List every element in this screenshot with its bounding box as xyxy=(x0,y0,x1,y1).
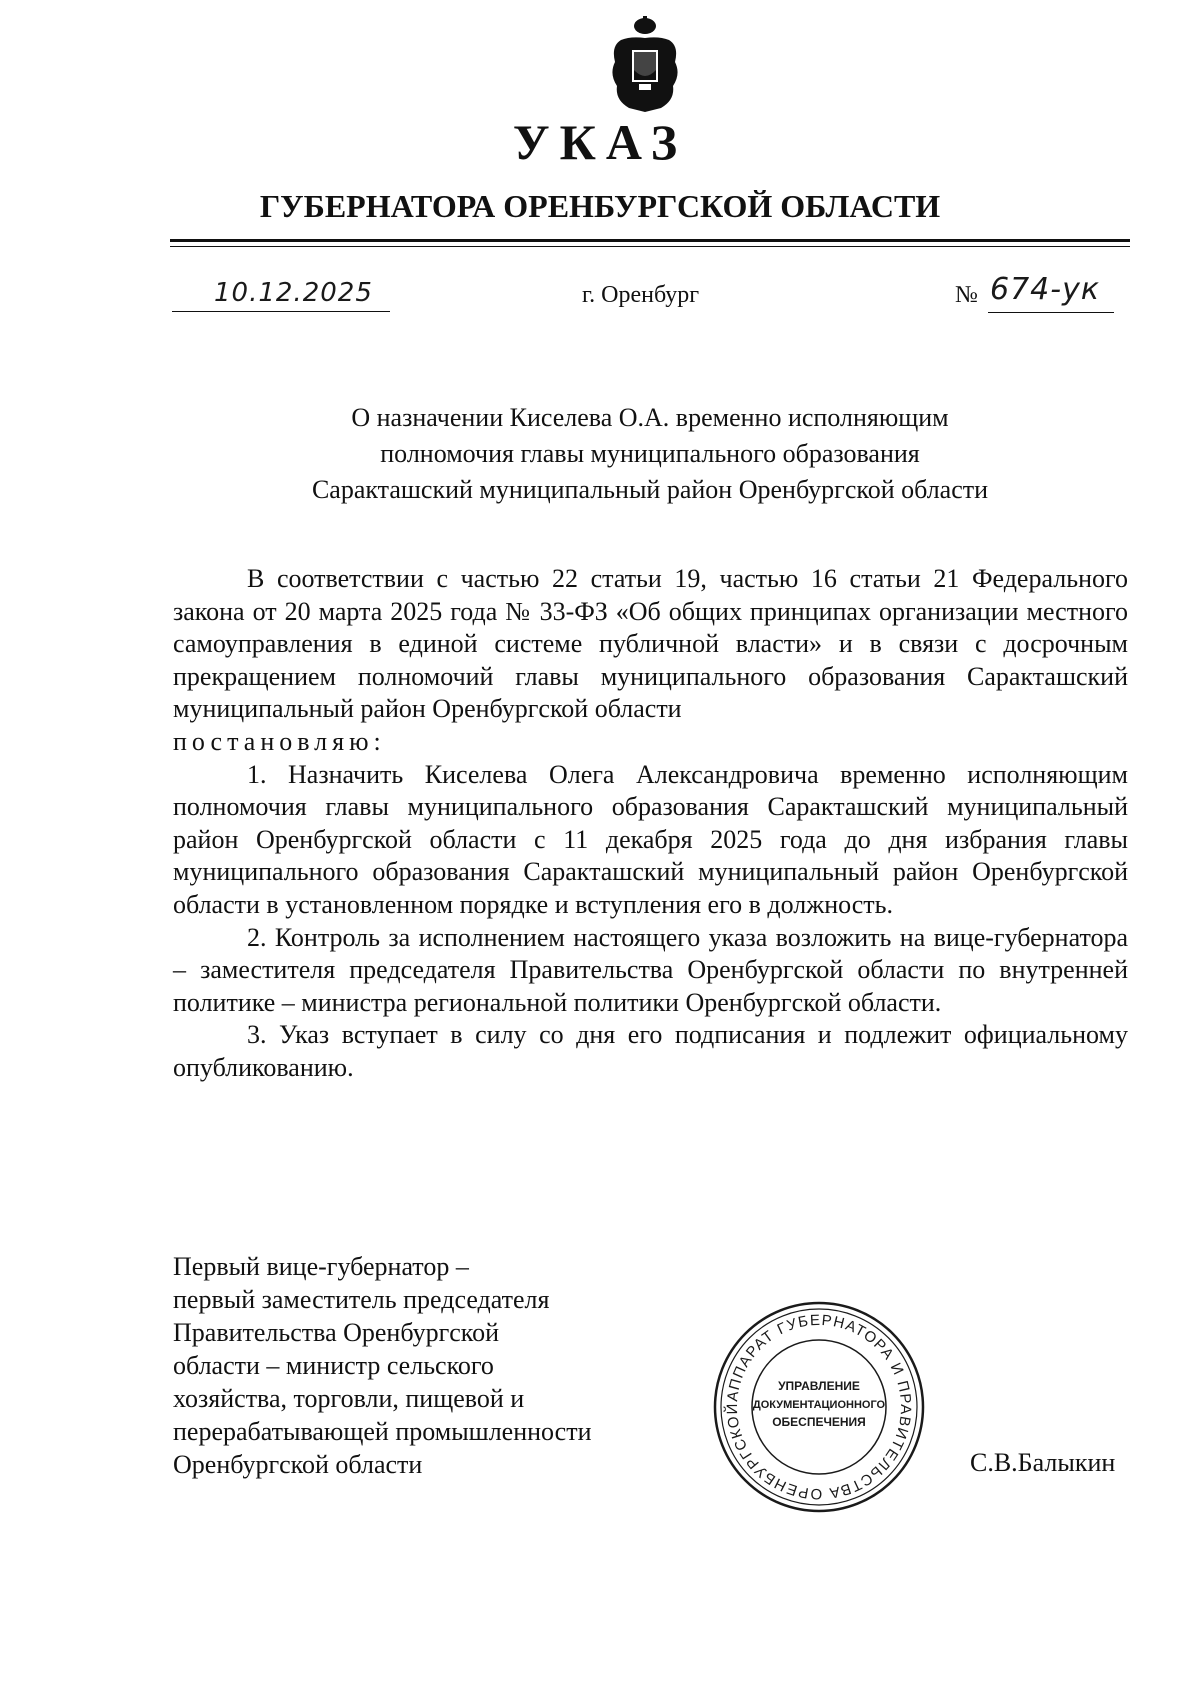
heading-line: Саракташский муниципальный район Оренбургской области xyxy=(311,475,989,504)
official-stamp-icon xyxy=(712,1300,926,1514)
document-title: УКАЗ xyxy=(512,114,688,170)
position-line: первый заместитель председателя xyxy=(173,1285,550,1314)
date-underline xyxy=(172,311,390,312)
document-heading xyxy=(200,400,1100,508)
signatory-position xyxy=(173,1250,643,1481)
coat-of-arms-icon xyxy=(603,16,687,116)
item-paragraph-1: 1. Назначить Киселева Олега Александровича временно исполняющим полномочия главы муниципального образования Саракташский муниципальный район Оренбургской области с 11 декабря 2025 года до дня избрания главы муниципального образования Саракташский муниципальный район Оренбургской области в установленном порядке и вступления его в должность. xyxy=(173,759,1128,919)
decree-word: постановляю: xyxy=(173,726,386,756)
document-city: г. Оренбург xyxy=(582,282,700,308)
preamble-paragraph: В соответствии с частью 22 статьи 19, частью 16 статьи 21 Федерального закона от 20 марта 2025 года № 33-ФЗ «Об общих принципах организации местного самоуправления в единой системе публичной власти» и в связи с досрочным прекращением полномочий главы муниципального образования Саракташский муниципальный район Оренбургской области xyxy=(173,564,1128,724)
document-subtitle: ГУБЕРНАТОРА ОРЕНБУРГСКОЙ ОБЛАСТИ xyxy=(259,188,941,224)
signatory-name: С.В.Балыкин xyxy=(970,1448,1116,1477)
heading-line: О назначении Киселева О.А. временно исполняющим xyxy=(351,403,949,432)
position-line: Оренбургской области xyxy=(173,1450,423,1479)
item-paragraph-2: 2. Контроль за исполнением настоящего указа возложить на вице-губернатора – заместителя председателя Правительства Оренбургской области по внутренней политике – министра региональной политики Оренбургской области. xyxy=(173,922,1128,1017)
document-date: 10.12.2025 xyxy=(214,278,373,308)
heading-line: полномочия главы муниципального образования xyxy=(380,439,920,468)
date-field xyxy=(172,276,390,316)
position-line: перерабатывающей промышленности xyxy=(173,1417,592,1446)
position-line: Первый вице-губернатор – xyxy=(173,1252,469,1281)
position-line: области – министр сельского xyxy=(173,1351,494,1380)
stamp-center-line: УПРАВЛЕНИЕ xyxy=(778,1379,860,1393)
number-underline xyxy=(988,312,1114,313)
document-number: 674-ук xyxy=(990,272,1100,307)
stamp-ring-text: АППАРАТ ГУБЕРНАТОРА И ПРАВИТЕЛЬСТВА ОРЕНБУРГСКОЙ xyxy=(723,1311,915,1503)
stamp-center-line: ОБЕСПЕЧЕНИЯ xyxy=(772,1415,866,1429)
header-rule-thin xyxy=(170,246,1130,247)
document-body xyxy=(173,563,1128,1085)
item-paragraph-3: 3. Указ вступает в силу со дня его подписания и подлежит официальному опубликованию. xyxy=(173,1020,1128,1082)
position-line: хозяйства, торговли, пищевой и xyxy=(173,1384,525,1413)
position-line: Правительства Оренбургской xyxy=(173,1318,500,1347)
stamp-center-line: ДОКУМЕНТАЦИОННОГО xyxy=(752,1399,886,1411)
header-rule-thick xyxy=(170,239,1130,242)
number-sign: № xyxy=(955,282,978,308)
